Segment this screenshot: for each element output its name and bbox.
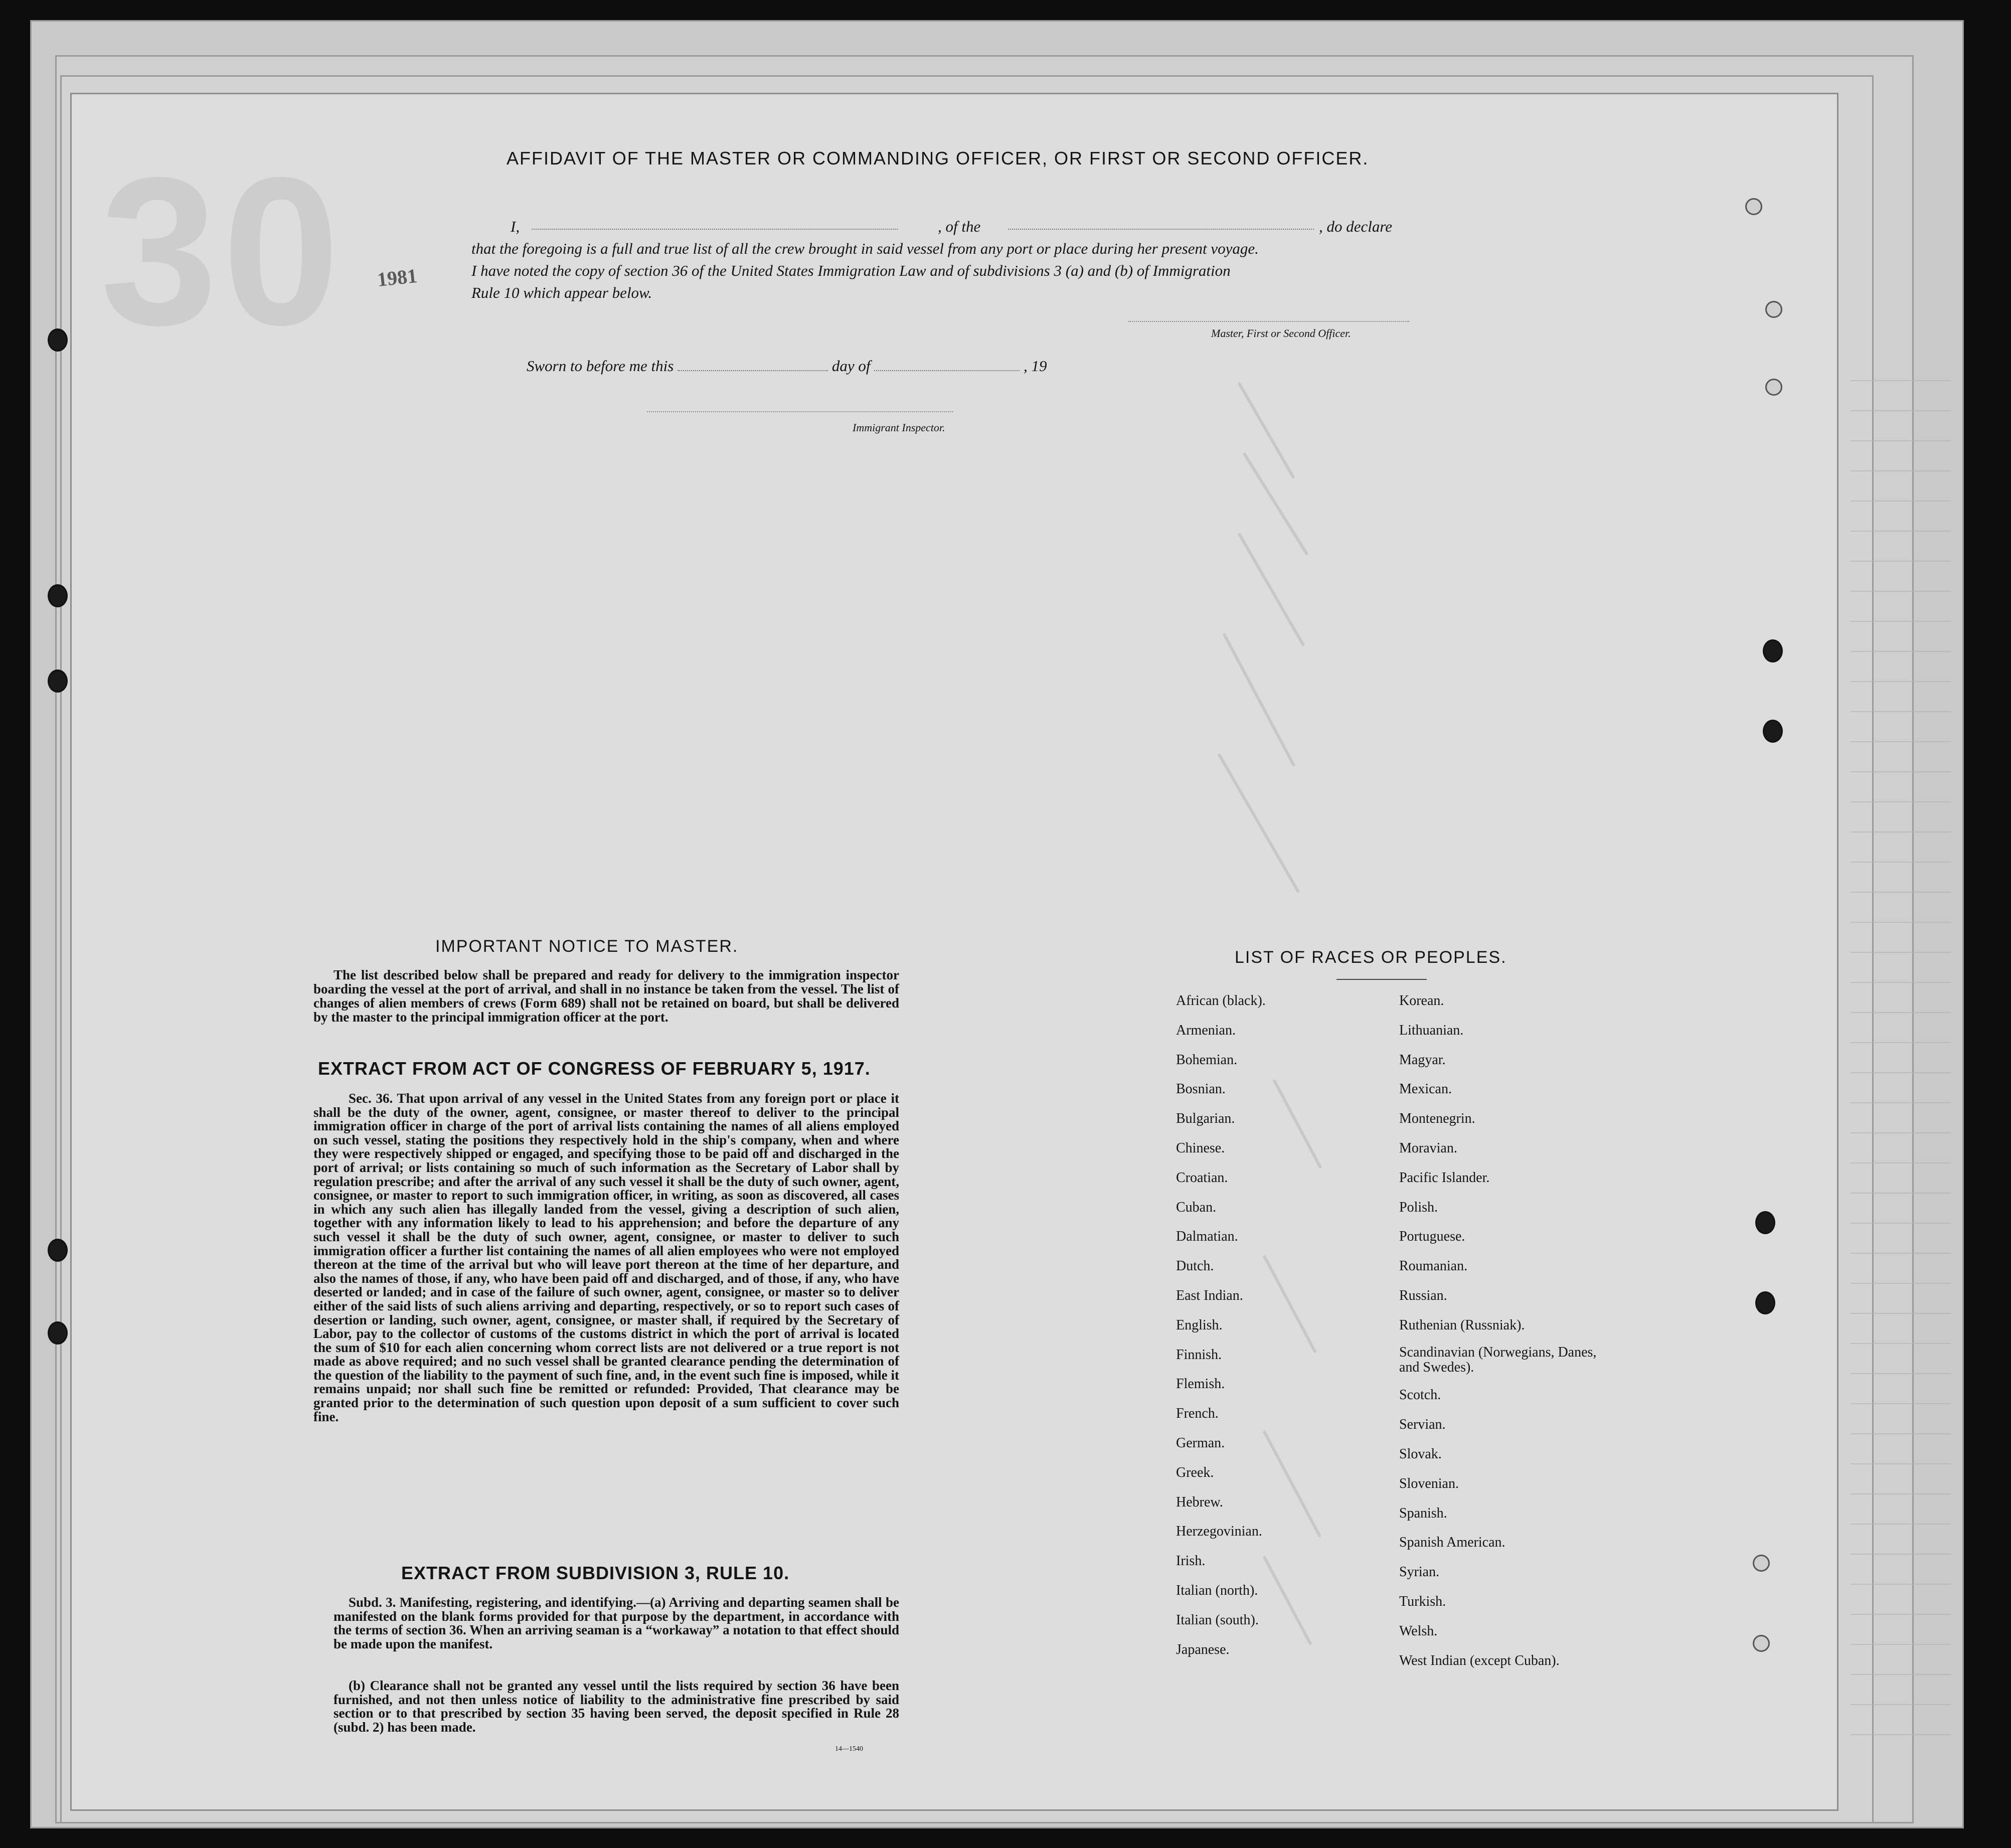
race-item: Dalmatian.: [1176, 1229, 1238, 1245]
race-item: Herzegovinian.: [1176, 1524, 1262, 1540]
sworn-day-of: day of: [831, 357, 871, 375]
race-item: Bulgarian.: [1176, 1111, 1235, 1127]
notice-body: The list described below shall be prepared and ready for delivery to the immigration inspector boarding the vessel at the port of arrival, and shall in no instance be taken from the vessel. The list of changes of alien members of crews (Form 689) shall not be retained on board, but shall be delivered by the master to the principal immigration officer at the port.: [313, 967, 899, 1025]
race-item: Japanese.: [1176, 1641, 1230, 1657]
race-item: Russian.: [1399, 1288, 1447, 1303]
declaration-of-the: , of the: [938, 218, 981, 235]
race-item: Italian (north).: [1176, 1583, 1258, 1598]
declaration-do-declare: , do declare: [1319, 218, 1393, 235]
affidavit-declaration: [471, 216, 1434, 304]
race-item: Chinese.: [1176, 1140, 1225, 1156]
inspector-label: Immigrant Inspector.: [853, 421, 945, 434]
race-item: West Indian (except Cuban).: [1399, 1652, 1560, 1668]
binding-hole: [1745, 198, 1762, 215]
race-item: Ruthenian (Russniak).: [1399, 1317, 1525, 1333]
declaration-line-4: Rule 10 which appear below.: [471, 284, 652, 301]
inspector-signature-blank[interactable]: [647, 410, 953, 412]
binding-hole: [1753, 1635, 1770, 1652]
binding-hole: [1765, 379, 1782, 396]
race-item: Turkish.: [1399, 1594, 1446, 1609]
races-title-rule: [1336, 979, 1427, 980]
race-item: Flemish.: [1176, 1376, 1225, 1392]
notice-title: IMPORTANT NOTICE TO MASTER.: [435, 937, 739, 956]
binding-hole: [48, 1321, 68, 1345]
extract-rule-subd-a: Subd. 3. Manifesting, registering, and identifying.—(a) Arriving and departing seamen shall be manifested on the blank forms provided for that purpose by the department, in accordance with the terms of section 36. When an arriving seaman is a “workaway” a notation to that effect should be made upon the manifest.: [333, 1595, 899, 1651]
declaration-line-2: that the foregoing is a full and true list of all the crew brought in said vessel from any port or place during her present voyage.: [471, 240, 1259, 257]
race-item: English.: [1176, 1317, 1223, 1333]
race-item: Greek.: [1176, 1464, 1214, 1480]
race-item: Roumanian.: [1399, 1258, 1468, 1274]
master-signature-label: Master, First or Second Officer.: [1211, 327, 1351, 340]
vessel-name-blank[interactable]: [1008, 229, 1314, 230]
race-item: Cuban.: [1176, 1199, 1217, 1215]
race-item: German.: [1176, 1435, 1225, 1451]
race-item: East Indian.: [1176, 1288, 1243, 1303]
ledger-grid-edge: [1851, 351, 1951, 1755]
race-item: Scotch.: [1399, 1387, 1441, 1403]
race-item: Portuguese.: [1399, 1229, 1465, 1245]
extract-act-title: EXTRACT FROM ACT OF CONGRESS OF FEBRUARY 5, 1917.: [318, 1058, 871, 1079]
race-item: Bohemian.: [1176, 1052, 1238, 1068]
declaration-line-1: [471, 216, 1434, 238]
race-item: Moravian.: [1399, 1140, 1457, 1156]
master-name-blank[interactable]: [532, 229, 898, 230]
extract-rule-title: EXTRACT FROM SUBDIVISION 3, RULE 10.: [401, 1563, 790, 1583]
race-item: Croatian.: [1176, 1169, 1228, 1186]
race-item: Irish.: [1176, 1553, 1206, 1569]
race-item: Servian.: [1399, 1417, 1446, 1433]
sworn-line: [527, 357, 1047, 375]
race-item: Polish.: [1399, 1199, 1438, 1215]
binding-hole: [1763, 639, 1783, 662]
race-item: Syrian.: [1399, 1564, 1440, 1580]
binding-hole: [1765, 301, 1782, 318]
extract-act-body: Sec. 36. That upon arrival of any vessel in the United States from any foreign port or place it shall be the duty of the owner, agent, consignee, or master thereof to deliver to the principal immigration officer in charge of the port of arrival lists containing the names of all aliens employed on such vessel, stating the positions they respectively hold in the ship's company, when and where they were respectively shipped or engaged, and specifying those to be paid off and discharged in the port of arrival; or lists containing so much of such information as the Secretary of Labor shall by regulation prescribe; and after the arrival of any such vessel it shall be the duty of such owner, agent, consignee, or master to report to such immigration officer, in writing, as soon as discovered, all cases in which any such alien has illegally landed from the vessel, giving a description of such alien, together with any information likely to lead to his apprehension; and before the departure of any such vessel it shall be the duty of such owner, agent, consignee, or master to deliver to such immigration officer a further list containing the names of all alien employees who were not employed thereon at the time of the arrival but who will leave port thereon at the time of her departure, and also the names of those, if any, who have been paid off and discharged, and of those, if any, who have deserted or landed; and in case of the failure of such owner, agent, consignee, or master so to deliver either of the said lists of such aliens arriving and departing, respectively, or so to report such cases of desertion or landing, such owner, agent, consignee, or master shall, if required by the Secretary of Labor, pay to the collector of customs of the customs district in which the port of arrival is located the sum of $10 for each alien concerning whom correct lists are not delivered or a true report is not made as above required; and no such vessel shall be granted clearance pending the determination of the question of the liability to the payment of such fine, and, in the event such fine is imposed, while it remains unpaid; nor shall such fine be remitted or refunded: Provided, That clearance may be granted prior to the determination of such question upon deposit of a sum sufficient to cover such fine.: [313, 1091, 899, 1424]
race-item: French.: [1176, 1406, 1219, 1422]
race-item: Pacific Islander.: [1399, 1169, 1490, 1186]
races-title: LIST OF RACES OR PEOPLES.: [1235, 948, 1507, 967]
sworn-day-blank[interactable]: [678, 370, 828, 371]
sworn-prefix: Sworn to before me this: [527, 357, 674, 375]
race-item: Italian (south).: [1176, 1612, 1259, 1628]
bleed-through-stamp: 30: [100, 134, 345, 369]
form-number: 14—1540: [835, 1745, 863, 1753]
race-item: Slovak.: [1399, 1446, 1442, 1462]
race-item: Spanish.: [1399, 1505, 1447, 1521]
binding-hole: [1753, 1555, 1770, 1572]
race-item: Magyar.: [1399, 1052, 1446, 1068]
race-item: Bosnian.: [1176, 1081, 1226, 1097]
binding-hole: [48, 584, 68, 607]
handwritten-number: 1981: [376, 264, 419, 291]
race-item: Finnish.: [1176, 1347, 1222, 1363]
race-item: Dutch.: [1176, 1258, 1214, 1274]
binding-hole: [1755, 1291, 1775, 1314]
extract-rule-subd-b: (b) Clearance shall not be granted any vessel until the lists required by section 36 have been furnished, and not then unless notice of liability to the administrative fine prescribed by said section or to that prescribed by section 35 having been served, the deposit specified in Rule 28 (subd. 2) has been made.: [333, 1678, 899, 1735]
binding-hole: [48, 669, 68, 693]
affidavit-title: AFFIDAVIT OF THE MASTER OR COMMANDING OFFICER, OR FIRST OR SECOND OFFICER.: [507, 148, 1369, 169]
sworn-year: , 19: [1023, 357, 1047, 375]
binding-hole: [1755, 1211, 1775, 1234]
binding-hole: [48, 1239, 68, 1262]
sworn-month-blank[interactable]: [874, 370, 1020, 371]
binding-hole: [1763, 720, 1783, 743]
binding-hole: [48, 328, 68, 352]
race-item: Slovenian.: [1399, 1475, 1459, 1491]
master-signature-blank[interactable]: [1128, 320, 1409, 322]
race-item: Scandinavian (Norwegians, Danes, and Swedes).: [1399, 1344, 1597, 1375]
race-item: Montenegrin.: [1399, 1111, 1475, 1127]
race-item: Hebrew.: [1176, 1494, 1223, 1510]
declaration-line-3: I have noted the copy of section 36 of the United States Immigration Law and of subdivisions 3 (a) and (b) of Immigration: [471, 262, 1231, 279]
race-item: African (black).: [1176, 993, 1266, 1009]
race-item: Armenian.: [1176, 1022, 1236, 1038]
race-item: Korean.: [1399, 993, 1444, 1009]
race-item: Spanish American.: [1399, 1535, 1505, 1551]
race-item: Lithuanian.: [1399, 1022, 1464, 1038]
race-item: Mexican.: [1399, 1081, 1452, 1097]
declaration-i: I,: [511, 218, 520, 235]
race-item: Welsh.: [1399, 1623, 1438, 1639]
